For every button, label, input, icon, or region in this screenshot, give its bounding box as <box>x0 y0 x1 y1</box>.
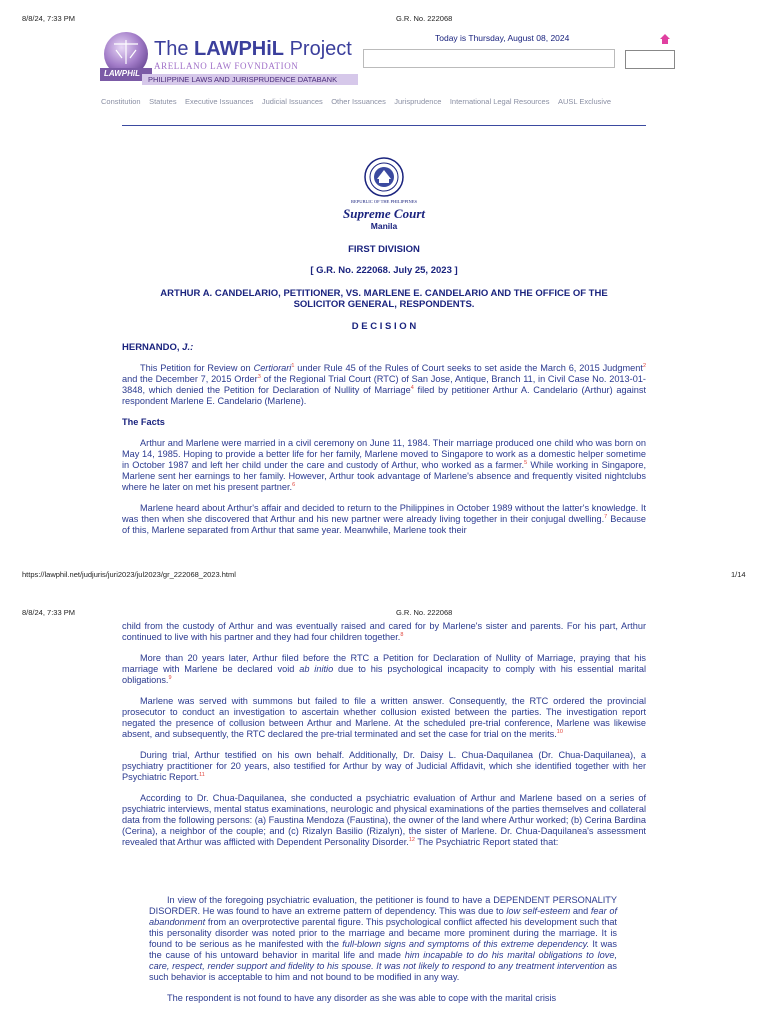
logo-subtitle: ARELLANO LAW FOVNDATION <box>154 61 299 71</box>
nav-jurisprudence[interactable]: Jurisprudence <box>394 97 442 106</box>
paragraph: According to Dr. Chua-Daquilanea, she conducted a psychiatric evaluation of Arthur and Marlene based on a series of psychiatric interviews, mental status examinations, neurologic and physical examinations of the parties themselves and collateral data from the following persons: (a) Faustina Mendoza (Faustina), the owner of the land where Arthur worked; (b) Cerina Bardina (Cerina), a neighbor of the couple; and (c) Rizalyn Basilio (Rizalyn), the sister of Marlene. Dr. Chua-Daquilanea's assessment revealed that Arthur was afflicted with Dependent Personality Disorder.$^{12}$ The Psychiatric Report stated that: <box>122 793 646 847</box>
nav-statutes[interactable]: Statutes <box>149 97 177 106</box>
paragraph: The respondent is not found to have any disorder as she was able to cope with the marital crisis <box>167 993 557 1003</box>
print-timestamp: 8/8/24, 7:33 PM <box>22 14 75 23</box>
seal-caption: REPUBLIC OF THE PHILIPPINES <box>350 199 418 204</box>
main-nav <box>101 91 615 109</box>
facts-heading: The Facts <box>122 417 165 427</box>
print-title: G.R. No. 222068 <box>396 14 453 23</box>
paragraph: Marlene heard about Arthur's affair and decided to return to the Philippines in October 1989 without the latter's knowledge. It was then when she discovered that Arthur and his new partner were already living together in their conjugal dwelling.$^7$ Because of this, Marlene separated from Arthur that same year. Meanwhile, Marlene took their <box>122 503 646 535</box>
nav-other-issuances[interactable]: Other Issuances <box>331 97 386 106</box>
footer-page-number: 1/14 <box>731 570 746 579</box>
logo-tagline: PHILIPPINE LAWS AND JURISPRUDENCE DATABANK <box>148 75 338 84</box>
paragraph: child from the custody of Arthur and was eventually raised and cared for by Marlene's sister and parents. For his part, Arthur continued to live with his partner and they had four children together.$^8$ <box>122 621 646 642</box>
paragraph: More than 20 years later, Arthur filed before the RTC a Petition for Declaration of Nullity of Marriage, praying that his marriage with Marlene be declared void ab initio due to his psychological incapacity to comply with his essential marital obligations.$^9$ <box>122 653 646 685</box>
header-divider <box>122 125 646 126</box>
ponente: HERNANDO, J.: <box>122 342 194 353</box>
court-name: Supreme Court <box>343 206 425 221</box>
case-parties: ARTHUR A. CANDELARIO, PETITIONER, VS. MARLENE E. CANDELARIO AND THE OFFICE OF THE SOLICITOR GENERAL, RESPONDENTS. <box>160 288 608 310</box>
nav-executive-issuances[interactable]: Executive Issuances <box>185 97 254 106</box>
page1-body <box>122 363 646 546</box>
search-button[interactable] <box>625 50 675 69</box>
paragraph: During trial, Arthur testified on his own behalf. Additionally, Dr. Daisy L. Chua-Daquilanea (Dr. Chua-Daquilanea), a psychiatry practitioner for 20 years, also testified for Arthur by way of Judicial Affidavit, which she identified together with her Psychiatric Report.$^{11}$ <box>122 750 646 782</box>
nav-judicial-issuances[interactable]: Judicial Issuances <box>261 97 323 106</box>
supreme-court-seal-icon <box>364 157 404 197</box>
paragraph: Marlene was served with summons but failed to file a written answer. Consequently, the RTC ordered the provincial prosecutor to conduct an investigation to ascertain whether collusion existed between the parties. The investigation report negated the presence of collusion between Arthur and Marlene. At the scheduled pre-trial conference, Marlene was likewise absent, and subsequently, the RTC declared the pre-trial terminated and set the case for trial on the merits.$^{10}$ <box>122 696 646 739</box>
logo-badge: LAWPHiL <box>104 69 140 78</box>
paragraph: Arthur and Marlene were married in a civil ceremony on June 11, 1984. Their marriage produced one child who was born on May 14, 1985. Hoping to provide a better life for her family, Marlene moved to Singapore to work as a domestic helper sometime in October 1987 and left her child under the care and custody of Arthur, who worked as a farmer.$^5$ While working in Singapore, Marlene sent her earnings to her family. However, Arthur took advantage of Marlene's absence and frequently visited nightclubs where he later on met his present partner.$^6$ <box>122 438 647 492</box>
paragraph: In view of the foregoing psychiatric evaluation, the petitioner is found to have a DEPENDENT PERSONALITY DISORDER. He was found to have an extreme pattern of dependency. This was due to low self-esteem and fear of abandonment from an overprotective parental figure. This psychological conflict affected his development such that this personality disorder was noted prior to the marriage and became more prominent during the marriage. It is found to be serious as he manifested with the full-blown signs and symptoms of this extreme dependency. It was the cause of his untoward behavior in marital life and made him incapable to do his marital obligations to love, care, respect, render support and fidelity to his spouse. It was not likely to respond to any treatment intervention as such behavior is acceptable to him and not bound to be modified in any way. <box>149 895 618 982</box>
gr-number: [ G.R. No. 222068. July 25, 2023 ] <box>310 265 458 276</box>
nav-ausl-exclusive[interactable]: AUSL Exclusive <box>557 97 612 106</box>
page2-body <box>122 621 646 858</box>
nav-constitution[interactable]: Constitution <box>101 97 141 106</box>
court-city: Manila <box>370 221 398 231</box>
search-input[interactable] <box>363 49 615 68</box>
footer-url[interactable]: https://lawphil.net/judjuris/juri2023/jul2023/gr_222068_2023.html <box>22 570 236 579</box>
paragraph: This Petition for Review on Certiorari$^1$ under Rule 45 of the Rules of Court seeks to set aside the March 6, 2015 Judgment$^2$ and the December 7, 2015 Order$^3$ of the Regional Trial Court (RTC) of San Jose, Antique, Branch 11, in Civil Case No. 2013-01-3848, which denied the Petition for Declaration of Nullity of Marriage$^4$ filed by petitioner Arthur A. Candelario (Arthur) against respondent Marlene E. Candelario (Marlene). <box>122 362 646 406</box>
logo-title: The LAWPHiL Project <box>154 38 352 60</box>
today-date: Today is Thursday, August 08, 2024 <box>435 33 570 43</box>
home-icon[interactable] <box>659 33 671 45</box>
decision-heading: D E C I S I O N <box>351 321 417 332</box>
psychiatric-report-quote <box>149 895 617 1004</box>
division: FIRST DIVISION <box>348 244 420 255</box>
lawphil-logo[interactable] <box>96 30 358 86</box>
nav-international-legal-resources[interactable]: International Legal Resources <box>449 97 550 106</box>
print-timestamp-page2: 8/8/24, 7:33 PM <box>22 608 75 617</box>
print-title-page2: G.R. No. 222068 <box>396 608 453 617</box>
